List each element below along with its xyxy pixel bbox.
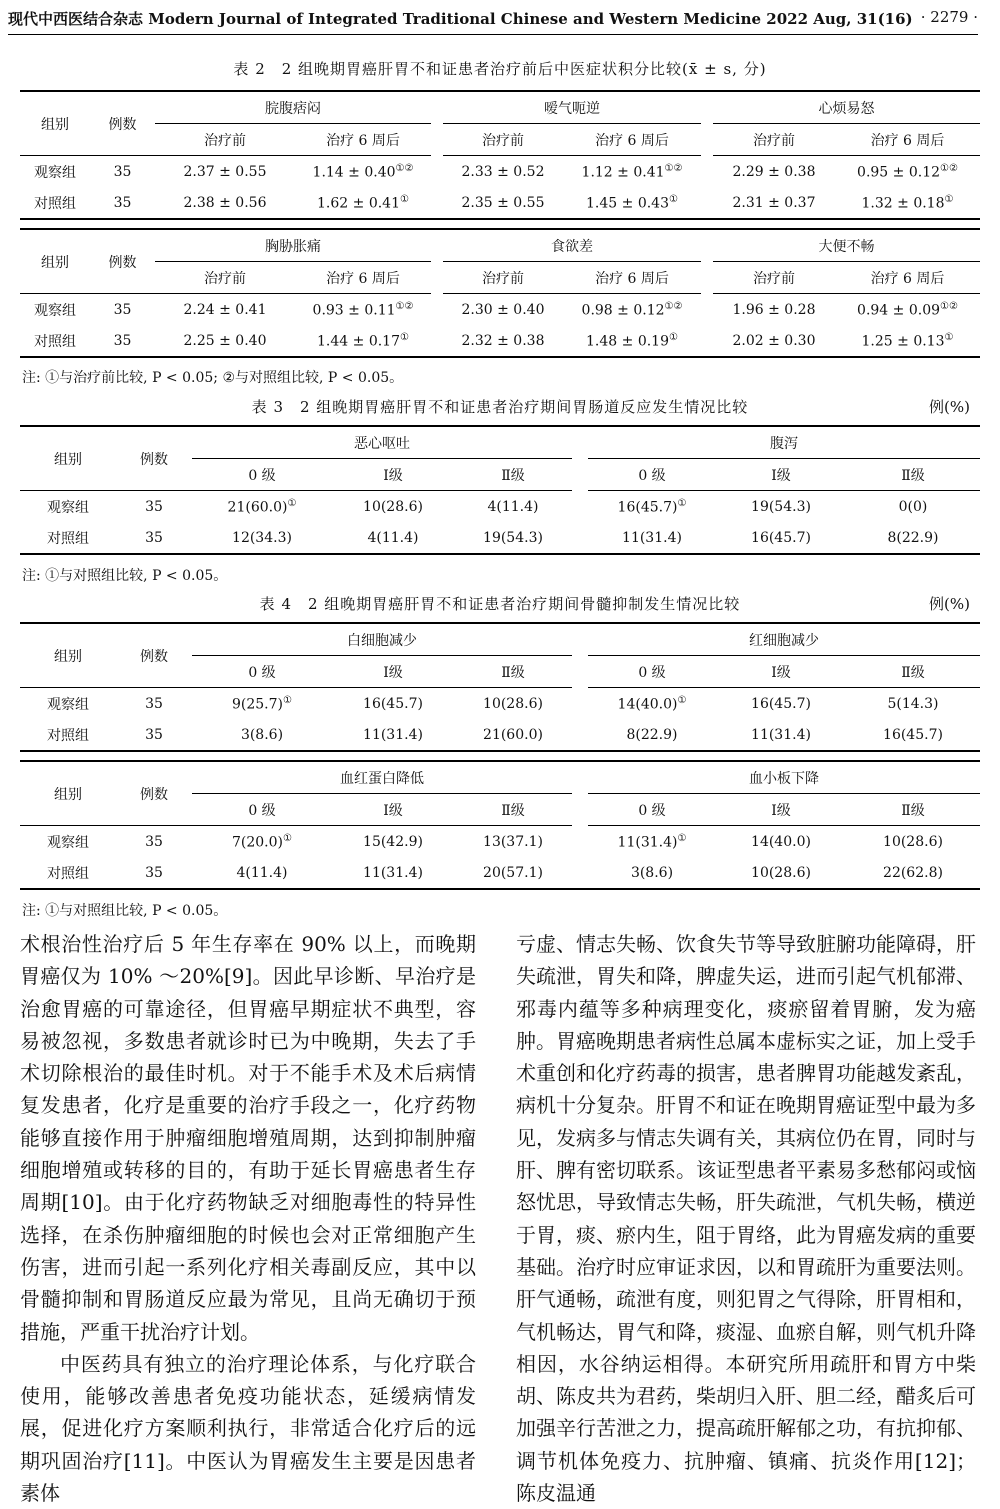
cell-value: 10(28.6) [751,864,811,881]
cell-value: 0.98 ± 0.12 [581,302,665,319]
reaction-header: 腹泻 [588,426,980,459]
cell-value: 2.29 ± 0.38 [732,163,816,180]
page-number: · 2279 · [920,8,978,26]
table-row [20,826,980,858]
table-cell [332,826,454,858]
reaction-header: 血红蛋白降低 [192,761,572,794]
cell-value: 8(22.9) [887,529,939,546]
cell-value: 1.14 ± 0.40 [312,164,396,181]
table-row [20,156,980,188]
table-cell [295,156,431,188]
table-cell [716,522,846,554]
column-gap [701,124,713,156]
row-group: 观察组 [47,499,89,516]
grade-header: Ⅱ级 [454,656,572,688]
col-header-group: 组别 [20,426,116,491]
body-column-right [516,928,976,1509]
table-cell [155,294,295,326]
cell-value: 2.35 ± 0.55 [461,194,545,211]
col-header-n: 例数 [116,623,192,688]
row-group: 观察组 [34,302,76,319]
row-n: 35 [145,695,163,712]
table2-note: 注: ①与治疗前比较, P < 0.05; ②与对照组比较, P < 0.05。 [22,370,404,386]
significance-mark: ① [677,832,687,844]
table-cell [155,156,295,188]
table4-caption: 表 4 2 组晚期胃癌肝胃不和证患者治疗期间骨髓抑制发生情况比较 [259,595,741,613]
table4-note: 注: ①与对照组比较, P < 0.05。 [22,903,228,919]
header-row [20,91,980,124]
grade-header: Ⅰ级 [716,794,846,826]
column-gap [572,794,588,826]
table-cell [588,826,716,858]
cell-value: 9(25.7) [232,696,284,713]
cell-value: 16(45.7) [751,529,811,546]
significance-mark: ①② [664,300,683,312]
row-group: 对照组 [20,187,90,219]
significance-mark: ① [677,497,687,509]
cell-value: 2.33 ± 0.52 [461,163,545,180]
cell-value: 19(54.3) [751,498,811,515]
body-paragraph: 亏虚、情志失畅、饮食失节等导致脏腑功能障碍，肝失疏泄，胃失和降，脾虚失运，进而引起气机郁滞、邪毒内蕴等多种病理变化，痰瘀留着胃腑，发为癌肿。胃癌晚期患者病性总属本虚标实之证，加上受手术重创和化疗药毒的损害，患者脾胃功能越发紊乱，病机十分复杂。肝胃不和证在晚期胃癌证型中最为多见，发病多与情志失调有关，其病位仍在胃，同时与肝、脾有密切联系。该证型患者平素易多愁郁闷或恼怒忧思，导致情志失畅，肝失疏泄，气机失畅，横逆于胃，痰、瘀内生，阻于胃络，此为胃癌发病的重要基础。治疗时应审证求因，以和胃疏肝为重要法则。肝气通畅，疏泄有度，则犯胃之气得除，肝胃相和，气机畅达，胃气和降，痰湿、血瘀自解，则气机升降相因，水谷纳运相得。本研究所用疏肝和胃方中柴胡、陈皮共为君药，柴胡归入肝、胆二经，醋炙后可加强辛行苦泄之力，提高疏肝解郁之功，有抗抑郁、调节机体免疫力、抗肿瘤、镇痛、抗炎作用[12]；陈皮温通 [516,932,976,1506]
cell-value: 21(60.0) [483,726,543,743]
table-cell [332,688,454,720]
cell-value: 16(45.7) [751,695,811,712]
table2-caption: 表 2 2 组晚期胃癌肝胃不和证患者治疗前后中医症状积分比较(x̄ ± s, 分) [233,60,767,78]
column-gap [572,459,588,491]
table-cell [713,325,835,357]
table-cell [588,719,716,751]
table-cell [846,491,980,523]
cell-value: 15(42.9) [363,833,423,850]
cell-value: 2.32 ± 0.38 [461,332,545,349]
header-row [20,623,980,656]
column-gap [572,426,588,459]
table3-unit: 例(%) [929,398,970,416]
row-group: 观察组 [34,164,76,181]
row-n: 35 [145,498,163,515]
column-gap [701,262,713,294]
column-gap [701,91,713,124]
cell-value: 2.38 ± 0.56 [183,194,267,211]
reaction-header: 恶心呕吐 [192,426,572,459]
table-cell [835,325,980,357]
table-cell [192,826,332,858]
table-cell [588,522,716,554]
table-cell [846,857,980,889]
table4-unit: 例(%) [929,595,970,613]
body-column-left [20,928,476,1509]
cell-value: 4(11.4) [367,529,419,546]
grade-header: Ⅰ级 [332,656,454,688]
column-gap [701,325,713,357]
table-row [20,187,980,219]
column-gap [572,857,588,889]
sub-header-before: 治疗前 [713,262,835,294]
table-cell [835,187,980,219]
cell-value: 12(34.3) [232,529,292,546]
sub-header-before: 治疗前 [155,124,295,156]
grade-header: Ⅱ级 [846,794,980,826]
table-cell [454,688,572,720]
table-cell [332,719,454,751]
cell-value: 1.62 ± 0.41 [317,195,400,212]
column-gap [701,187,713,219]
table-cell [443,187,563,219]
cell-value: 1.48 ± 0.19 [586,333,669,350]
grade-header: 0 级 [192,794,332,826]
symptom-header: 食欲差 [443,229,701,262]
symptom-header: 脘腹痞闷 [155,91,431,124]
grade-header: Ⅰ级 [716,459,846,491]
table-row [20,491,980,523]
symptom-header: 胸胁胀痛 [155,229,431,262]
significance-mark: ①② [664,162,683,174]
table-cell [332,491,454,523]
cell-value: 22(62.8) [883,864,943,881]
cell-value: 10(28.6) [363,498,423,515]
column-gap [572,688,588,720]
column-gap [701,156,713,188]
significance-mark: ① [677,694,687,706]
cell-value: 14(40.0) [617,696,678,713]
cell-value: 14(40.0) [751,833,811,850]
table-cell [713,156,835,188]
symptom-header: 大便不畅 [713,229,980,262]
header-rule [8,34,978,35]
table-cell [563,325,701,357]
grade-header: 0 级 [588,656,716,688]
table-cell [716,688,846,720]
table-cell [192,522,332,554]
table4-block-2 [20,760,980,890]
table-cell [454,826,572,858]
significance-mark: ①② [940,162,958,174]
cell-value: 13(37.1) [483,833,543,850]
sub-header-before: 治疗前 [443,262,563,294]
row-group: 观察组 [47,696,89,713]
cell-value: 19(54.3) [483,529,543,546]
cell-value: 2.25 ± 0.40 [183,332,267,349]
grade-header: Ⅰ级 [332,459,454,491]
column-gap [572,826,588,858]
table-cell [716,857,846,889]
sub-header-before: 治疗前 [155,262,295,294]
grade-header: Ⅰ级 [716,656,846,688]
column-gap [572,522,588,554]
table-row [20,522,980,554]
cell-value: 1.44 ± 0.17 [317,333,400,350]
table-cell [713,294,835,326]
table-cell [332,857,454,889]
header-row [20,761,980,794]
subheader-row [20,262,980,294]
table-cell [846,688,980,720]
grade-header: Ⅱ级 [454,459,572,491]
table-row [20,688,980,720]
row-n: 35 [90,187,155,219]
table-cell [563,294,701,326]
row-n: 35 [145,833,163,850]
column-gap [431,187,443,219]
row-n: 35 [113,301,132,318]
table-cell [835,156,980,188]
sub-header-after: 治疗 6 周后 [295,124,431,156]
table-cell [835,294,980,326]
column-gap [572,623,588,656]
cell-value: 2.37 ± 0.55 [183,163,267,180]
sub-header-after: 治疗 6 周后 [563,262,701,294]
cell-value: 8(22.9) [626,726,678,743]
grade-header: Ⅱ级 [846,656,980,688]
subheader-row [20,124,980,156]
table-cell [563,187,701,219]
cell-value: 3(8.6) [630,864,674,881]
cell-value: 11(31.4) [363,726,423,743]
table-cell [443,156,563,188]
table-cell [454,857,572,889]
row-group: 观察组 [47,834,89,851]
body-paragraph: 中医药具有独立的治疗理论体系，与化疗联合使用，能够改善患者免疫功能状态，延缓病情发展，促进化疗方案顺利执行，非常适合化疗后的远期巩固治疗[11]。中医认为胃癌发生主要是因患者素体 [20,1351,476,1506]
table-cell [155,325,295,357]
sub-header-before: 治疗前 [443,124,563,156]
cell-value: 11(31.4) [363,864,423,881]
significance-mark: ①② [395,300,414,312]
col-header-n: 例数 [90,229,155,294]
symptom-header: 心烦易怒 [713,91,980,124]
cell-value: 1.32 ± 0.18 [861,195,945,212]
cell-value: 16(45.7) [617,499,678,516]
cell-value: 0.94 ± 0.09 [857,302,941,319]
cell-value: 0(0) [898,498,928,515]
cell-value: 0.95 ± 0.12 [857,164,941,181]
column-gap [431,91,443,124]
row-group: 对照组 [20,719,116,751]
reaction-header: 白细胞减少 [192,623,572,656]
significance-mark: ① [283,694,292,706]
significance-mark: ① [287,497,297,509]
cell-value: 2.24 ± 0.41 [183,301,267,318]
table-cell [588,688,716,720]
table-cell [332,522,454,554]
sub-header-after: 治疗 6 周后 [563,124,701,156]
table-cell [716,826,846,858]
cell-value: 11(31.4) [751,726,811,743]
cell-value: 5(14.3) [887,695,939,712]
table-row [20,294,980,326]
sub-header-after: 治疗 6 周后 [835,124,980,156]
column-gap [701,229,713,262]
significance-mark: ① [669,331,678,343]
table2-block-2 [20,228,980,358]
table-cell [192,688,332,720]
table-cell [588,857,716,889]
table-cell [454,491,572,523]
col-header-group: 组别 [20,229,90,294]
grade-header: Ⅰ级 [332,794,454,826]
column-gap [431,229,443,262]
significance-mark: ① [400,331,409,343]
col-header-group: 组别 [20,623,116,688]
table-cell [846,719,980,751]
cell-value: 11(31.4) [617,834,678,851]
table-cell [454,719,572,751]
row-n: 35 [90,325,155,357]
table4-block-1 [20,622,980,752]
row-n: 35 [116,719,192,751]
column-gap [431,156,443,188]
table-cell [192,491,332,523]
table3-caption: 表 3 2 组晚期胃癌肝胃不和证患者治疗期间胃肠道反应发生情况比较 [251,398,749,416]
header-row [20,426,980,459]
grade-header: Ⅱ级 [846,459,980,491]
reaction-header: 血小板下降 [588,761,980,794]
table3-block-1 [20,425,980,555]
significance-mark: ①② [940,300,958,312]
col-header-n: 例数 [116,761,192,826]
row-group: 对照组 [20,522,116,554]
sub-header-before: 治疗前 [713,124,835,156]
table-cell [443,294,563,326]
row-n: 35 [116,857,192,889]
cell-value: 21(60.0) [227,499,288,516]
row-group: 对照组 [20,857,116,889]
significance-mark: ① [669,193,678,205]
journal-title: 现代中西医结合杂志 Modern Journal of Integrated Traditional Chinese and Western Medicine 2022 Aug, 31(16) [8,10,913,28]
significance-mark: ① [283,832,292,844]
cell-value: 3(8.6) [240,726,284,743]
cell-value: 16(45.7) [883,726,943,743]
col-header-group: 组别 [20,761,116,826]
significance-mark: ①② [395,162,414,174]
cell-value: 0.93 ± 0.11 [312,302,396,319]
column-gap [572,656,588,688]
body-paragraph: 术根治性治疗后 5 年生存率在 90% 以上，而晚期胃癌仅为 10% ～20%[9]。因此早诊断、早治疗是治愈胃癌的可靠途径，但胃癌早期症状不典型，容易被忽视，多数患者就诊时已为中晚期，失去了手术切除根治的最佳时机。对于不能手术及术后病情复发患者，化疗是重要的治疗手段之一，化疗药物能够直接作用于肿瘤细胞增殖周期，达到抑制肿瘤细胞增殖或转移的目的，有助于延长胃癌患者生存周期[10]。由于化疗药物缺乏对细胞毒性的特异性选择，在杀伤肿瘤细胞的时候也会对正常细胞产生伤害，进而引起一系列化疗相关毒副反应，其中以骨髓抑制和胃肠道反应最为常见，且尚无确切于预措施，严重干扰治疗计划。 [20,932,476,1344]
row-group: 对照组 [20,325,90,357]
table-cell [443,325,563,357]
table-cell [846,522,980,554]
col-header-n: 例数 [116,426,192,491]
sub-header-after: 治疗 6 周后 [835,262,980,294]
cell-value: 1.12 ± 0.41 [581,164,665,181]
col-header-group: 组别 [20,91,90,156]
column-gap [431,124,443,156]
cell-value: 2.30 ± 0.40 [461,301,545,318]
table-cell [716,719,846,751]
sub-header-after: 治疗 6 周后 [295,262,431,294]
table3-note: 注: ①与对照组比较, P < 0.05。 [22,568,228,584]
cell-value: 1.45 ± 0.43 [586,195,669,212]
row-n: 35 [113,163,132,180]
grade-header: 0 级 [192,656,332,688]
column-gap [431,262,443,294]
grade-header: 0 级 [588,459,716,491]
cell-value: 16(45.7) [363,695,423,712]
table-cell [846,826,980,858]
cell-value: 11(31.4) [622,529,682,546]
cell-value: 2.31 ± 0.37 [732,194,816,211]
table-cell [713,187,835,219]
grade-header: Ⅱ级 [454,794,572,826]
grade-header: 0 级 [588,794,716,826]
column-gap [572,491,588,523]
row-n: 35 [116,522,192,554]
table2-block-1 [20,90,980,220]
cell-value: 1.96 ± 0.28 [732,301,816,318]
cell-value: 10(28.6) [483,695,543,712]
table-cell [155,187,295,219]
significance-mark: ① [400,193,409,205]
column-gap [431,325,443,357]
significance-mark: ① [944,193,954,205]
column-gap [431,294,443,326]
column-gap [701,294,713,326]
column-gap [572,761,588,794]
table-cell [192,857,332,889]
table-cell [295,325,431,357]
reaction-header: 红细胞减少 [588,623,980,656]
table-cell [563,156,701,188]
column-gap [572,719,588,751]
running-header [0,0,1000,40]
cell-value: 4(11.4) [236,864,288,881]
cell-value: 1.25 ± 0.13 [861,333,945,350]
table-row [20,719,980,751]
significance-mark: ① [944,331,954,343]
table-cell [192,719,332,751]
table-cell [295,294,431,326]
cell-value: 2.02 ± 0.30 [732,332,816,349]
cell-value: 20(57.1) [483,864,543,881]
cell-value: 10(28.6) [883,833,943,850]
header-row [20,229,980,262]
table-cell [295,187,431,219]
table-row [20,325,980,357]
symptom-header: 嗳气呃逆 [443,91,701,124]
table-cell [716,491,846,523]
table-cell [454,522,572,554]
cell-value: 4(11.4) [487,498,539,515]
cell-value: 7(20.0) [232,834,284,851]
table-cell [588,491,716,523]
table-row [20,857,980,889]
grade-header: 0 级 [192,459,332,491]
col-header-n: 例数 [90,91,155,156]
